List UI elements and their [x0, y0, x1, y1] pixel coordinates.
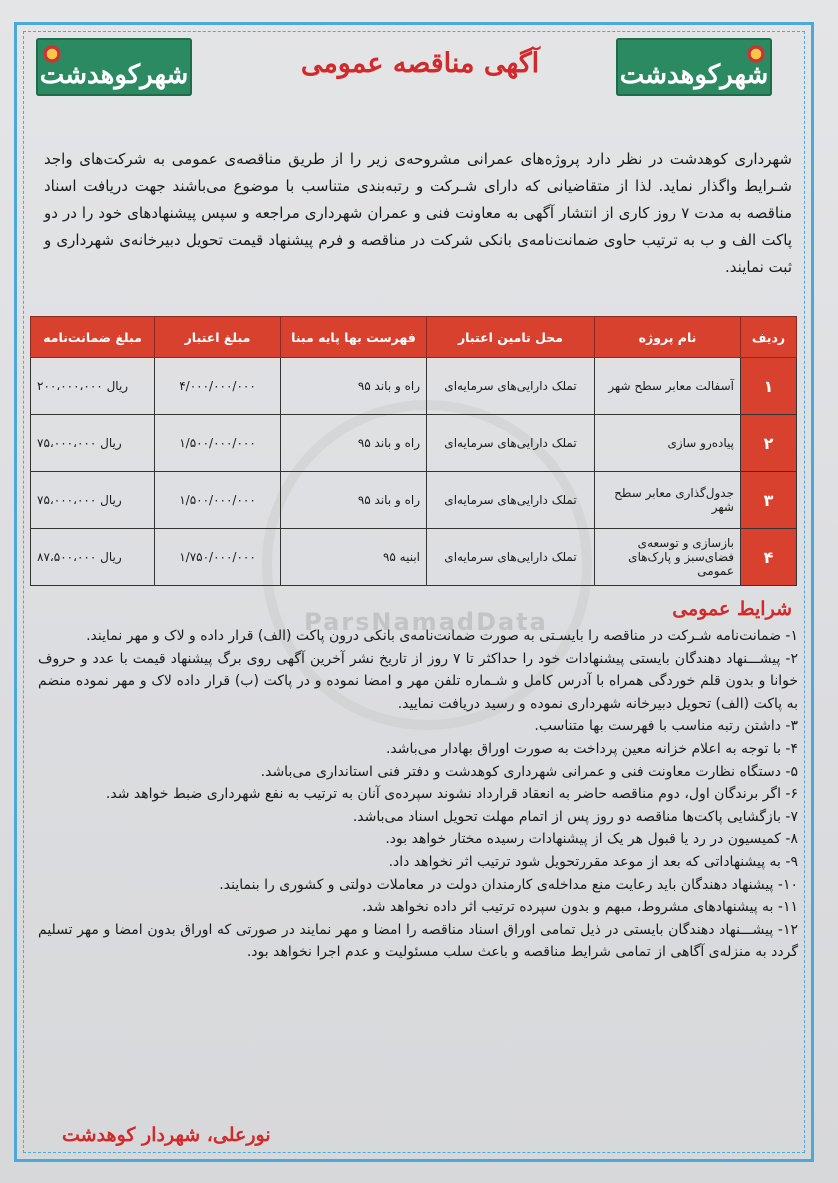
ad-title: آگهی مناقصه عمومی [300, 48, 540, 79]
intro-paragraph: شهرداری کوهدشت در نظر دارد پروژه‌های عمرانی مشروحه‌ی زیر را از طریق مناقصه‌ی عمومی به شرکت‌های واجد شـرایط واگذار نماید. لذا از متقاضیانی که دارای شـرکت و رتبه‌بندی متناسب با موضوع می‌باشند جهت دریافت اسناد مناقصه به مدت ۷ روز کاری از انتشار آگهی به معاونت فنی و عمران شهرداری مراجعه و سپس پیشنهادهای خود را در دو پاکت الف و ب به ترتیب حاوی ضمانت‌نامه‌ی بانکی شرکت در مناقصه و فرم پیشنهاد قیمت تحویل دبیرخانه‌ی شهرداری و ثبت نمایند. [44, 150, 792, 276]
row-number: ۴ [741, 529, 797, 586]
table-row [31, 358, 797, 415]
credit-amount: ۴/۰۰۰/۰۰۰/۰۰۰ [155, 358, 281, 415]
funding-source: تملک دارایی‌های سرمایه‌ای [427, 472, 595, 529]
projects-table [30, 316, 797, 586]
table-row [31, 472, 797, 529]
watermark-text: ParsNamadData [304, 608, 548, 636]
credit-amount: ۱/۵۰۰/۰۰۰/۰۰۰ [155, 472, 281, 529]
guarantee-amount: ۲۰۰،۰۰۰،۰۰۰ ریال [31, 358, 155, 415]
credit-amount: ۱/۷۵۰/۰۰۰/۰۰۰ [155, 529, 281, 586]
project-name: آسفالت معابر سطح شهر [595, 358, 741, 415]
condition-item: ۸- کمیسیون در رد یا قبول هر یک از پیشنهادات رسیده مختار خواهد بود. [385, 831, 798, 848]
condition-item: ۹- به پیشنهاداتی که بعد از موعد مقررتحویل شود ترتیب اثر نخواهد داد. [388, 853, 798, 870]
city-logo-right [616, 38, 772, 96]
condition-item: ۶- اگر برندگان اول، دوم مناقصه حاضر به انعقاد قرارداد نشوند سپرده‌ی آنان به ترتیب به نفع شهرداری ضبط خواهد شد. [105, 786, 798, 803]
row-number: ۲ [741, 415, 797, 472]
price-list: راه و باند ۹۵ [281, 358, 427, 415]
logo-text-left: شهرکوهدشت [39, 60, 189, 90]
table-header-row [31, 317, 797, 358]
condition-item: ۵- دستگاه نظارت معاونت فنی و عمرانی شهرداری کوهدشت و دفتر فنی استانداری می‌باشد. [260, 763, 798, 780]
price-list: راه و باند ۹۵ [281, 472, 427, 529]
header-row-number: ردیف [741, 317, 797, 358]
header-price-list: فهرست بها پایه مبنا [281, 317, 427, 358]
condition-item: ۳- داشتن رتبه مناسب با فهرست بها متناسب. [534, 718, 798, 735]
project-name: جدول‌گذاری معابر سطح شهر [595, 472, 741, 529]
funding-source: تملک دارایی‌های سرمایه‌ای [427, 415, 595, 472]
condition-item: ۷- بازگشایی پاکت‌ها مناقصه دو روز پس از اتمام مهلت تحویل اسناد می‌باشد. [352, 808, 798, 825]
credit-amount: ۱/۵۰۰/۰۰۰/۰۰۰ [155, 415, 281, 472]
header-guarantee-amount: مبلغ ضمانت‌نامه [31, 317, 155, 358]
table-row [31, 415, 797, 472]
condition-item: ۱- ضمانت‌نامه شـرکت در مناقصه را بایسـتی به صورت ضمانت‌نامه‌ی بانکی درون پاکت (الف) قرار داده و لاک و مهر نمایند. [86, 628, 798, 644]
city-logo-left [36, 38, 192, 96]
funding-source: تملک دارایی‌های سرمایه‌ای [427, 358, 595, 415]
logo-text-right: شهرکوهدشت [619, 60, 769, 90]
condition-item: ۴- با توجه به اعلام خزانه معین پرداخت به صورت اوراق بهادار می‌باشد. [385, 740, 798, 757]
condition-item: ۱۰- پیشنهاد دهندگان باید رعایت منع مداخله‌ی کارمندان دولت در معاملات دولتی و کشوری را بنمایند. [219, 876, 798, 893]
condition-item: ۱۲- پیشـــنهاد دهندگان بایستی در ذیل تمامی اوراق اسناد مناقصه را امضا و مهر نمایند در صورتی که اوراق بدون امضا و مهر تسلیم گردد به منزله‌ی آگاهی از تمامی شرایط مناقصه و باعث سلب مسئولیت و عدم اجرا نخواهد بود. [38, 921, 798, 961]
project-name: بازسازی و توسعه‌ی فضای‌سبز و پارک‌های عمومی [595, 529, 741, 586]
table-row [31, 529, 797, 586]
guarantee-amount: ۷۵،۰۰۰،۰۰۰ ریال [31, 472, 155, 529]
header-funding-source: محل تامین اعتبار [427, 317, 595, 358]
conditions-title: شرایط عمومی [672, 598, 792, 620]
header-credit-amount: مبلغ اعتبار [155, 317, 281, 358]
row-number: ۳ [741, 472, 797, 529]
condition-item: ۱۱- به پیشنهادهای مشروط، مبهم و بدون سپرده ترتیب اثر داده نخواهد شد. [361, 899, 798, 916]
price-list: راه و باند ۹۵ [281, 415, 427, 472]
row-number: ۱ [741, 358, 797, 415]
guarantee-amount: ۷۵،۰۰۰،۰۰۰ ریال [31, 415, 155, 472]
price-list: ابنیه ۹۵ [281, 529, 427, 586]
conditions-list [38, 625, 798, 964]
project-name: پیاده‌رو سازی [595, 415, 741, 472]
funding-source: تملک دارایی‌های سرمایه‌ای [427, 529, 595, 586]
header-project-name: نام پروژه [595, 317, 741, 358]
guarantee-amount: ۸۷،۵۰۰،۰۰۰ ریال [31, 529, 155, 586]
mayor-signature: نورعلی، شهردار کوهدشت [62, 1124, 271, 1146]
condition-item: ۲- پیشـــنهاد دهندگان بایستی پیشنهادات خود را حداکثر تا ۷ روز از تاریخ نشر آخرین آگهی روی برگ پیشنهاد قیمت با عدد و حروف خوانا و بدون قلم خوردگی همراه با آدرس کامل و شـماره تلفن مهر و امضا نموده و در پاکت (ب) قرار داده لاک و مهر نموده منضم به پاکت (الف) تحویل دبیرخانه شهرداری نموده و رسید دریافت نمایید. [38, 650, 799, 712]
